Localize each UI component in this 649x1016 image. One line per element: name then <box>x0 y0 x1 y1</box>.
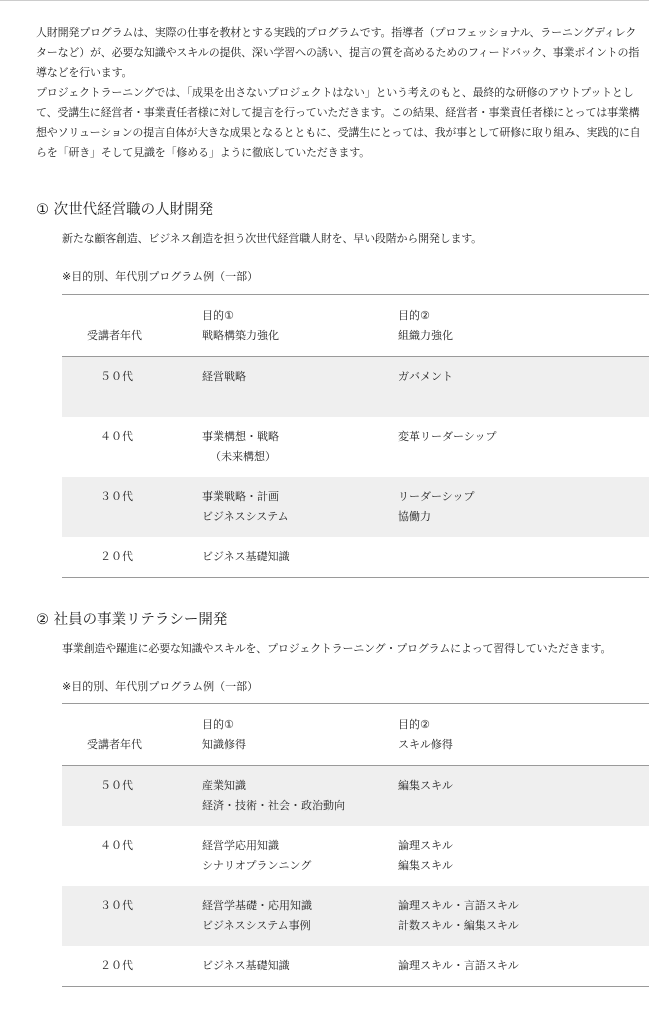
table-row <box>62 357 649 418</box>
row-age: ５０代 <box>100 779 133 792</box>
row-goal2 <box>398 826 649 886</box>
cell-line: 事業構想・戦略 <box>202 430 279 443</box>
cell-line: ビジネスシステム <box>202 510 289 523</box>
header-goal1 <box>202 295 398 357</box>
cell-line: 編集スキル <box>398 859 453 872</box>
row-age: ２０代 <box>100 959 133 972</box>
header-goal2 <box>398 704 649 766</box>
table-row <box>62 417 649 477</box>
cell-line: ビジネス基礎知識 <box>202 959 290 972</box>
row-age: ３０代 <box>100 899 133 912</box>
row-goal1 <box>202 357 398 418</box>
header-goal2-name: スキル修得 <box>398 738 453 751</box>
row-goal1 <box>202 886 398 946</box>
cell-line: 論理スキル・言語スキル <box>398 959 519 972</box>
row-goal1 <box>202 826 398 886</box>
table-row <box>62 477 649 537</box>
header-goal2-label: 目的② <box>398 718 430 731</box>
section2-program-table <box>62 703 649 987</box>
top-divider <box>0 0 649 1</box>
header-goal2-label: 目的② <box>398 309 430 322</box>
header-age: 受講者年代 <box>87 329 142 342</box>
section1-title: ① 次世代経営職の人財開発 <box>36 202 214 218</box>
header-goal2 <box>398 295 649 357</box>
row-goal1 <box>202 477 398 537</box>
header-goal1-label: 目的① <box>202 309 234 322</box>
table-header-row <box>62 704 649 766</box>
section1-program-table <box>62 294 649 578</box>
row-age: ５０代 <box>100 370 133 383</box>
cell-line: 経営戦略 <box>202 370 246 383</box>
row-goal2 <box>398 417 649 477</box>
cell-line: ガバメント <box>398 370 453 383</box>
row-age: ４０代 <box>100 430 133 443</box>
section2-description: 事業創造や躍進に必要な知識やスキルを、プロジェクトラーニング・プログラムによって習得していただきます。 <box>62 642 612 655</box>
header-goal2-name: 組織力強化 <box>398 329 453 342</box>
row-goal2 <box>398 766 649 827</box>
header-goal1-label: 目的① <box>202 718 234 731</box>
row-goal1 <box>202 946 398 987</box>
cell-line: リーダーシップ <box>398 490 475 503</box>
intro-paragraph-1: 人財開発プログラムは、実際の仕事を教材とする実践的プログラムです。指導者（プロフェッショナル、ラーニングディレクターなど）が、必要な知識やスキルの提供、深い学習への誘い、提言の質を高めるためのフィードバック、事業ポイントの指導などを行います。 <box>36 26 640 79</box>
row-goal2 <box>398 946 649 987</box>
row-goal1 <box>202 766 398 827</box>
intro-text <box>36 23 642 163</box>
header-goal1-name: 戦略構築力強化 <box>202 329 279 342</box>
row-age: ２０代 <box>100 550 133 563</box>
table-row <box>62 946 649 987</box>
cell-line: 編集スキル <box>398 779 453 792</box>
cell-line: 経営学基礎・応用知識 <box>202 899 312 912</box>
cell-line: 変革リーダーシップ <box>398 430 497 443</box>
cell-line: 経営学応用知識 <box>202 839 279 852</box>
table-row <box>62 537 649 578</box>
table-header-row <box>62 295 649 357</box>
header-goal1-name: 知識修得 <box>202 738 246 751</box>
header-goal1 <box>202 704 398 766</box>
row-goal2 <box>398 886 649 946</box>
intro-paragraph-2: プロジェクトラーニングでは、「成果を出さないプロジェクトはない」という考えのもと、最終的な研修のアウトプットとして、受講生に経営者・事業責任者様に対して提言を行っていただきます。この結果、経営者・事業責任者様にとっては事業構想やソリューションの提言自体が大きな成果となるとともに、受講生にとっては、我が事として研修に取り組み、実践的に自らを「研き」そして見識を「修める」ように徹底していただきます。 <box>36 86 641 159</box>
section2-note: ※目的別、年代別プログラム例（一部） <box>62 680 259 693</box>
section1-description: 新たな顧客創造、ビジネス創造を担う次世代経営職人財を、早い段階から開発します。 <box>62 232 482 245</box>
row-goal1 <box>202 417 398 477</box>
row-goal2 <box>398 357 649 418</box>
cell-line: （未来構想） <box>210 450 276 463</box>
cell-line: 経済・技術・社会・政治動向 <box>202 799 345 812</box>
row-goal2 <box>398 477 649 537</box>
cell-line: 論理スキル <box>398 839 453 852</box>
cell-line: 産業知識 <box>202 779 246 792</box>
cell-line: シナリオプランニング <box>202 859 312 872</box>
row-age: ４０代 <box>100 839 133 852</box>
cell-line: ビジネス基礎知識 <box>202 550 290 563</box>
cell-line: ビジネスシステム事例 <box>202 919 311 932</box>
table-row <box>62 826 649 886</box>
row-goal2 <box>398 537 649 578</box>
section1-note: ※目的別、年代別プログラム例（一部） <box>62 270 259 283</box>
cell-line: 計数スキル・編集スキル <box>398 919 519 932</box>
cell-line: 事業戦略・計画 <box>202 490 279 503</box>
row-age: ３０代 <box>100 490 133 503</box>
header-age: 受講者年代 <box>87 738 142 751</box>
table-row <box>62 886 649 946</box>
table-row <box>62 766 649 827</box>
cell-line: 協働力 <box>398 510 431 523</box>
row-goal1 <box>202 537 398 578</box>
section2-title: ② 社員の事業リテラシー開発 <box>36 612 228 628</box>
cell-line: 論理スキル・言語スキル <box>398 899 519 912</box>
